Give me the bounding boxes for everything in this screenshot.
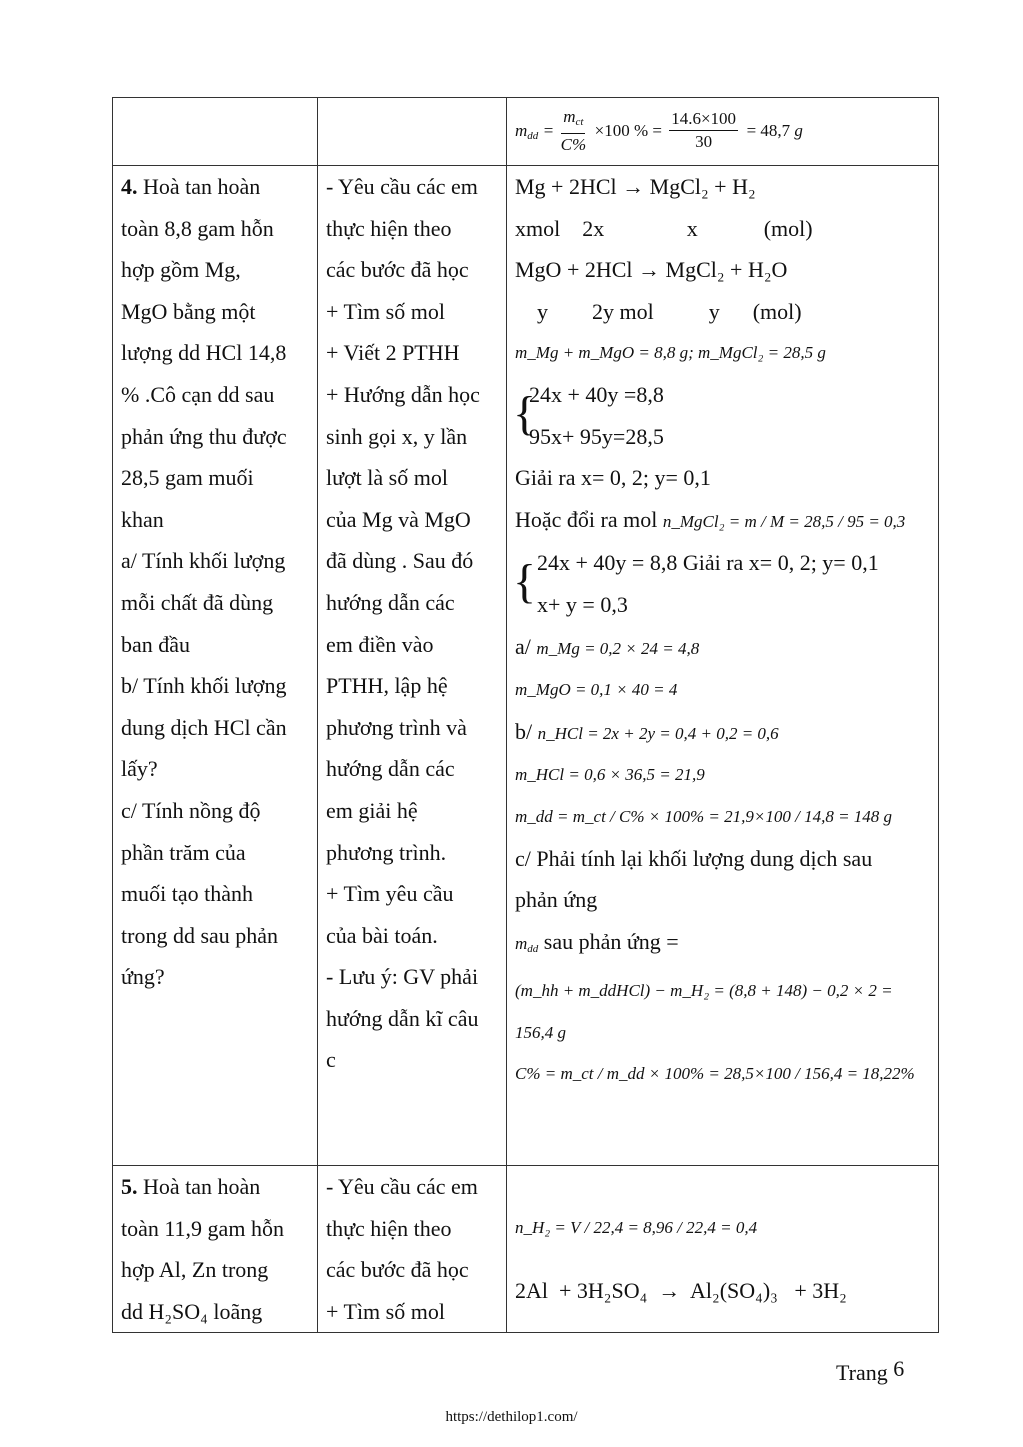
q4-text-16: phần trăm của: [121, 839, 246, 865]
q4-guide-20: hướng dẫn kĩ câu: [326, 1005, 479, 1031]
q4-text-5: % .Cô cạn dd sau: [121, 381, 275, 407]
q4-alt-formula: n_MgCl₂ = m / M = 28,5 / 95 = 0,3: [662, 511, 906, 531]
q4-guidance-cell: [318, 166, 507, 1166]
q4-guide-14: hướng dẫn các: [326, 756, 455, 782]
q5-guide-3: + Tìm số mol: [326, 1298, 445, 1324]
q4-guide-0: - Yêu cầu các em: [326, 174, 478, 199]
q4-guide-6: sinh gọi x, y lần: [326, 423, 468, 449]
q4-c-formula1: (m_hh + m_ddHCl) − m_H₂ = (8,8 + 148) − 0,2 × 2 = 156,4 g: [515, 981, 893, 1042]
q5-solution-cell: [507, 1166, 939, 1333]
q4-guide-11: em điền vào: [326, 631, 434, 657]
q4-b3: m_dd = m_ct / C% × 100% = 21,9×100 / 14,8 = 148 g: [515, 806, 893, 826]
q4-text-17: muối tạo thành: [121, 881, 253, 907]
q4-system-2: [515, 542, 930, 625]
q4-text-7: 28,5 gam muối: [121, 465, 254, 491]
q5-text-0: Hoà tan hoàn: [143, 1174, 261, 1199]
q5-guide-0: - Yêu cầu các em: [326, 1174, 478, 1199]
q4-guide-19: - Lưu ý: GV phải: [326, 964, 479, 990]
table-row-q4: [113, 166, 939, 1166]
q4-text-8: khan: [121, 506, 164, 532]
q4-c-line1: c/ Phải tính lại khối lượng dung dịch sau: [515, 845, 873, 871]
q5-text-2: hợp Al, Zn trong: [121, 1257, 269, 1283]
q4-text-14: lấy?: [121, 756, 158, 782]
page-number-value: 6: [893, 1356, 905, 1381]
q4-guide-5: + Hướng dẫn học: [326, 381, 480, 407]
q5-guidance-cell: [318, 1166, 507, 1333]
q4-number: 4.: [121, 174, 138, 199]
q4-guide-4: + Viết 2 PTHH: [326, 340, 460, 366]
q4-eq1: Mg + 2HCl → MgCl₂ + H₂: [515, 174, 756, 199]
q4-part-a: [515, 626, 930, 670]
q5-n-formula: n_H₂ = V / 22,4 = 8,96 / 22,4 = 0,4: [515, 1218, 758, 1237]
q4-c-line2: phản ứng: [515, 887, 598, 913]
q5-guide-1: thực hiện theo: [326, 1215, 452, 1241]
q4-guide-2: các bước đã học: [326, 257, 469, 283]
empty-cell: [318, 98, 507, 166]
q4-text-11: ban đầu: [121, 631, 191, 657]
q4-guide-10: hướng dẫn các: [326, 589, 455, 615]
q4-problem-cell: [113, 166, 318, 1166]
q4-text-2: hợp gồm Mg,: [121, 257, 241, 283]
q4-a-label: a/: [515, 633, 531, 659]
q4-a2: m_MgO = 0,1 × 40 = 4: [515, 680, 678, 700]
q4-text-12: b/ Tính khối lượng: [121, 673, 287, 699]
q5-guide-2: các bước đã học: [326, 1257, 469, 1283]
q4-guide-7: lượt là số mol: [326, 465, 448, 491]
q4-guide-21: c: [326, 1047, 336, 1073]
table-row-top: [113, 98, 939, 166]
q4-eq2: MgO + 2HCl → MgCl₂ + H₂O: [515, 257, 788, 283]
q4-b2: m_HCl = 0,6 × 36,5 = 21,9: [515, 765, 705, 785]
q4-alt-label: Hoặc đổi ra mol: [515, 506, 658, 532]
q4-a1: m_Mg = 0,2 × 24 = 4,8: [536, 638, 700, 658]
brace-icon: {: [513, 386, 537, 440]
q4-alt: [515, 499, 930, 543]
footer-url[interactable]: https://dethilop1.com/: [445, 1409, 578, 1425]
q4-guide-18: của bài toán.: [326, 922, 438, 948]
page-number: [836, 1356, 904, 1386]
q4-guide-16: phương trình.: [326, 839, 447, 865]
q4-guide-9: đã dùng . Sau đó: [326, 548, 474, 574]
q4-text-15: c/ Tính nồng độ: [121, 797, 261, 823]
q4-sys1-a: 24x + 40y =8,8: [529, 381, 664, 407]
q4-mass-sum: m_Mg + m_MgO = 8,8 g; m_MgCl₂ = 28,5 g: [515, 343, 826, 363]
q4-c-line3-text: sau phản ứng =: [543, 928, 679, 954]
q4-sys1-b: 95x+ 95y=28,5: [529, 423, 664, 449]
q4-guide-12: PTHH, lập hệ: [326, 673, 448, 699]
q4-text-3: MgO bằng một: [121, 298, 256, 324]
q4-solution-cell: [507, 166, 939, 1166]
q5-number: 5.: [121, 1174, 138, 1199]
formula-cell: $m_{dd}$ = $\frac{m_{ct}}{C\%}$ ×100 % = $\frac{14.6\times 100}{30}$ = 48,7 g: [507, 98, 939, 166]
page-label: Trang: [836, 1360, 888, 1385]
q4-c-line3: $m_{dd}$ sau phản ứng =: [515, 928, 679, 955]
q4-text-13: dung dịch HCl cần: [121, 714, 287, 740]
q4-text-4: lượng dd HCl 14,8: [121, 340, 287, 366]
q4-eq1-mol: xmol 2x x (mol): [515, 215, 813, 241]
q4-guide-15: em giải hệ: [326, 797, 418, 823]
q4-text-18: trong dd sau phản: [121, 922, 279, 948]
q5-text-3: dd H₂SO₄ loãng: [121, 1298, 263, 1324]
q4-sys2-b: x+ y = 0,3: [537, 591, 628, 617]
q4-system-1: [515, 374, 930, 457]
empty-cell: [113, 98, 318, 166]
q4-b-label: b/: [515, 718, 533, 744]
brace-icon: {: [513, 555, 537, 609]
q4-text-19: ứng?: [121, 964, 165, 990]
q4-text-1: toàn 8,8 gam hỗn: [121, 215, 274, 241]
q4-text-6: phản ứng thu được: [121, 423, 287, 449]
q4-eq2-mol: y 2y mol y (mol): [537, 298, 802, 324]
q4-b1: n_HCl = 2x + 2y = 0,4 + 0,2 = 0,6: [537, 723, 779, 743]
q5-eq: 2Al + 3H₂SO₄ → Al₂(SO₄)₃ + 3H₂: [515, 1277, 847, 1303]
q4-guide-17: + Tìm yêu cầu: [326, 881, 454, 907]
q4-text-10: mỗi chất đã dùng: [121, 589, 274, 615]
q4-guide-8: của Mg và MgO: [326, 506, 471, 532]
q4-guide-3: + Tìm số mol: [326, 298, 445, 324]
q5-problem-cell: [113, 1166, 318, 1333]
q4-part-b: [515, 711, 930, 755]
q4-guide-1: thực hiện theo: [326, 215, 452, 241]
q4-solve: Giải ra x= 0, 2; y= 0,1: [515, 465, 711, 491]
q4-text-9: a/ Tính khối lượng: [121, 548, 286, 574]
q4-c-formula2: C% = m_ct / m_dd × 100% = 28,5×100 / 156,4 = 18,22%: [515, 1064, 915, 1084]
lesson-table: [112, 97, 939, 1333]
q5-text-1: toàn 11,9 gam hỗn: [121, 1215, 284, 1241]
q4-text-0: Hoà tan hoàn: [143, 174, 261, 199]
q4-sys2-a: 24x + 40y = 8,8 Giải ra x= 0, 2; y= 0,1: [537, 550, 879, 576]
q4-guide-13: phương trình và: [326, 714, 467, 740]
table-row-q5: [113, 1166, 939, 1333]
